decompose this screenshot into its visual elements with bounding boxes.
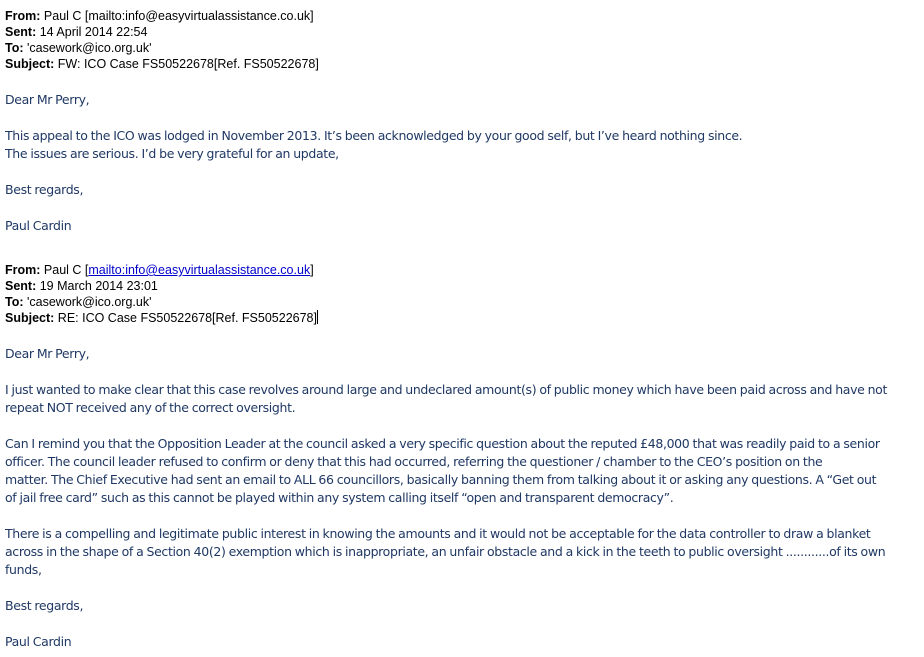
to-value: 'casework@ico.org.uk' <box>27 41 152 55</box>
sent-label: Sent: <box>5 25 37 39</box>
email2-body <box>5 343 919 651</box>
email2-header <box>5 262 919 326</box>
email1-from-row <box>5 8 919 24</box>
subject-value: FW: ICO Case FS50522678[Ref. FS50522678] <box>57 57 319 71</box>
email2-paragraph-line: Can I remind you that the Opposition Leader at the council asked a very specific question about the reputed £48,000 that was readily paid to a senior <box>5 436 880 451</box>
to-label: To: <box>5 41 24 55</box>
email2-sent-row <box>5 278 919 294</box>
subject-label: Subject: <box>5 311 55 325</box>
to-label: To: <box>5 295 24 309</box>
email2-signature: Paul Cardin <box>5 634 72 649</box>
email1-sent-row <box>5 24 919 40</box>
to-value: 'casework@ico.org.uk' <box>27 295 152 309</box>
email1-closing: Best regards, <box>5 182 84 197</box>
email2-paragraph-line: I just wanted to make clear that this case revolves around large and undeclared amount(s) of public money which have been paid across and have not <box>5 382 888 397</box>
sent-label: Sent: <box>5 279 37 293</box>
from-label: From: <box>5 9 41 23</box>
email2-subject-row <box>5 310 919 326</box>
email1-signature: Paul Cardin <box>5 218 72 233</box>
email2-to-row <box>5 294 919 310</box>
email1-to-row <box>5 40 919 56</box>
email2-closing: Best regards, <box>5 598 84 613</box>
email1-paragraph-line: The issues are serious. I’d be very grateful for an update, <box>5 146 339 161</box>
email2-paragraph-line: repeat NOT received any of the correct oversight. <box>5 400 296 415</box>
from-value: Paul C [mailto:info@easyvirtualassistance.co.uk] <box>43 9 314 23</box>
email2-paragraph-line: of jail free card” such as this cannot be played within any system calling itself “open and transparent democracy”. <box>5 490 674 505</box>
text-cursor <box>317 310 318 324</box>
sent-value: 14 April 2014 22:54 <box>39 25 148 39</box>
mailto-link[interactable]: mailto:info@easyvirtualassistance.co.uk <box>88 263 311 277</box>
email1-paragraph-line: This appeal to the ICO was lodged in November 2013. It’s been acknowledged by your good self, but I’ve heard nothing since. <box>5 128 743 143</box>
sent-value: 19 March 2014 23:01 <box>39 279 158 293</box>
email2-greeting: Dear Mr Perry, <box>5 346 90 361</box>
subject-value: RE: ICO Case FS50522678[Ref. FS50522678] <box>57 311 317 325</box>
subject-label: Subject: <box>5 57 55 71</box>
email1-header <box>5 8 919 72</box>
email2-paragraph-line: officer. The council leader refused to confirm or deny that this had occurred, referring the questioner / chamber to the CEO’s position on the <box>5 454 823 469</box>
from-suffix: ] <box>310 263 314 277</box>
email2-paragraph-line: There is a compelling and legitimate public interest in knowing the amounts and it would not be acceptable for the data controller to draw a blanket <box>5 526 871 541</box>
from-label: From: <box>5 263 41 277</box>
email-thread <box>5 8 919 651</box>
email2-paragraph-line: across in the shape of a Section 40(2) exemption which is inappropriate, an unfair obstacle and a kick in the teeth to public oversight ............of its own <box>5 544 886 559</box>
email2-from-row <box>5 262 919 278</box>
from-prefix: Paul C [ <box>43 263 89 277</box>
email1-greeting: Dear Mr Perry, <box>5 92 90 107</box>
email1-body <box>5 89 919 235</box>
email1-subject-row <box>5 56 919 72</box>
email2-paragraph-line: matter. The Chief Executive had sent an email to ALL 66 councillors, basically banning them from talking about it or asking any questions. A “Get out <box>5 472 877 487</box>
email2-paragraph-line: funds, <box>5 562 42 577</box>
